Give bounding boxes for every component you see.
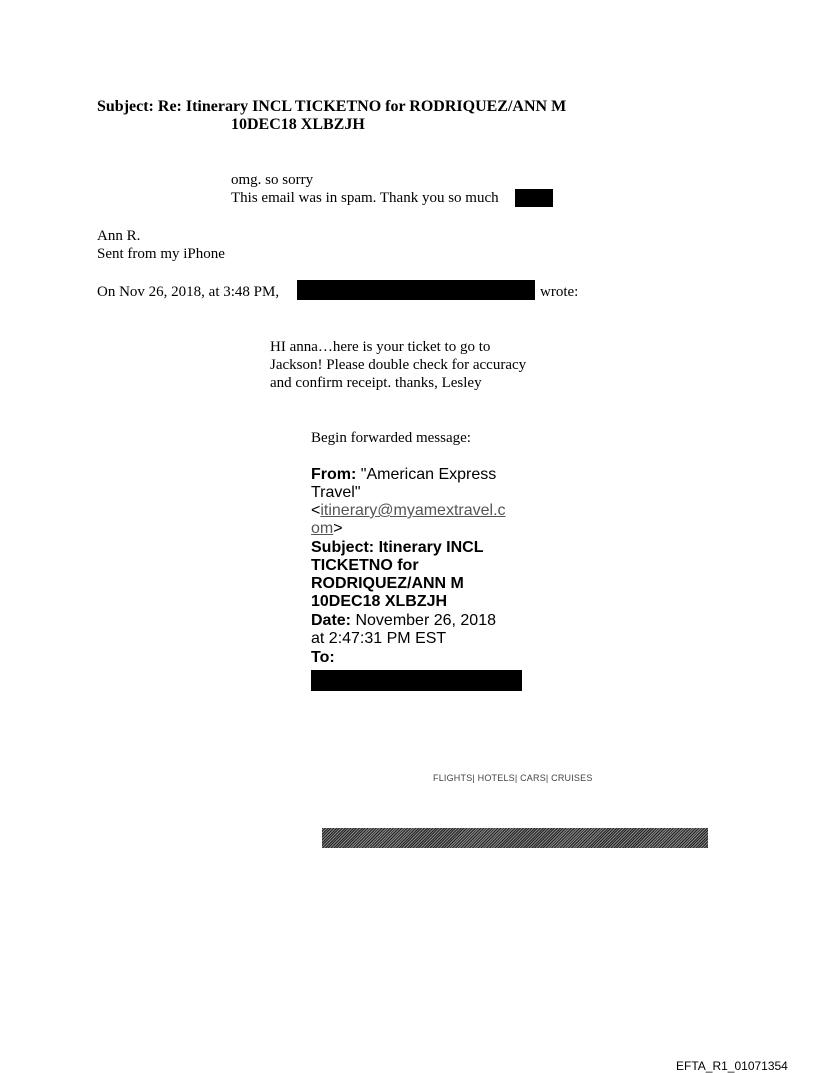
signature-name: Ann R.: [97, 228, 141, 244]
from-value: "American Express: [356, 466, 497, 483]
email-subject-line-2: 10DEC18 XLBZJH: [231, 116, 365, 133]
forward-note-line-2: Jackson! Please double check for accuracy: [270, 357, 527, 373]
from-email-row: [311, 502, 506, 520]
email-bracket-close: >: [333, 520, 343, 537]
from-value-cont: Travel": [311, 484, 361, 501]
date-row: [311, 612, 496, 630]
redaction-box: [515, 189, 553, 207]
signature-sent-from: Sent from my iPhone: [97, 246, 225, 262]
quote-header-suffix: wrote:: [540, 284, 579, 300]
email-subject-line-1: Subject: Re: Itinerary INCL TICKETNO for RODRIQUEZ/ANN M: [97, 98, 567, 115]
from-row: [311, 466, 496, 484]
sender-email-link-cont[interactable]: om: [311, 520, 334, 537]
subject-value-cont-3: 10DEC18 XLBZJH: [311, 593, 448, 610]
subject-row: [311, 539, 483, 557]
subject-label: Subject:: [311, 539, 375, 556]
subject-value-cont-2: RODRIQUEZ/ANN M: [311, 575, 464, 592]
reply-line-2: This email was in spam. Thank you so much: [231, 190, 499, 206]
from-email-row-cont: [311, 520, 343, 538]
redaction-box: [311, 670, 522, 691]
quote-header-prefix: On Nov 26, 2018, at 3:48 PM,: [97, 284, 280, 300]
from-label: From:: [311, 466, 357, 483]
forward-note-line-1: HI anna…here is your ticket to go to: [270, 339, 491, 355]
date-value: November 26, 2018: [351, 612, 496, 629]
redaction-bar: [322, 828, 708, 848]
date-label: Date:: [311, 612, 352, 629]
redaction-box: [297, 280, 535, 300]
to-label: To:: [311, 649, 335, 666]
email-bracket-open: <: [311, 502, 321, 519]
forwarded-intro: Begin forwarded message:: [311, 430, 471, 446]
sender-email-link[interactable]: itinerary@myamextravel.c: [320, 502, 506, 519]
date-value-cont: at 2:47:31 PM EST: [311, 630, 447, 647]
subject-value: Itinerary INCL: [374, 539, 484, 556]
forward-note-line-3: and confirm receipt. thanks, Lesley: [270, 375, 482, 391]
subject-value-cont-1: TICKETNO for: [311, 557, 419, 574]
document-id: EFTA_R1_01071354: [676, 1059, 788, 1073]
reply-line-1: omg. so sorry: [231, 172, 314, 188]
travel-nav-links[interactable]: FLIGHTS| HOTELS| CARS| CRUISES: [433, 773, 593, 783]
